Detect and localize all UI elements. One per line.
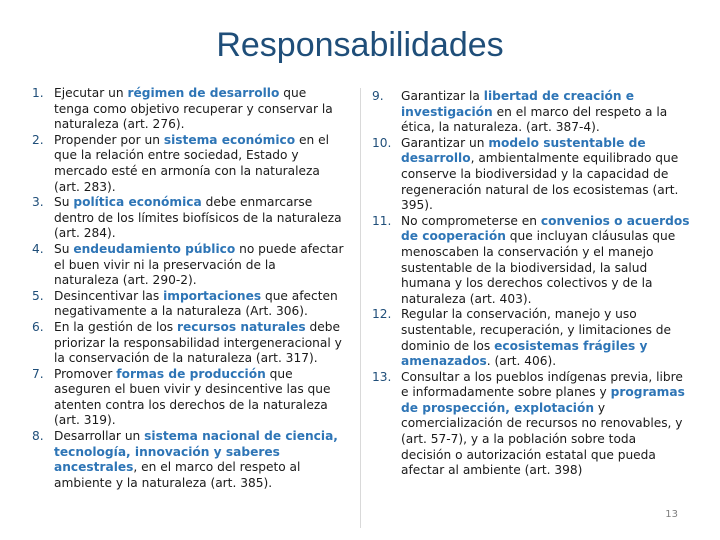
item-number: 6. [32,319,44,334]
item-number: 4. [32,241,44,256]
item-number: 3. [32,195,44,210]
list-item [32,242,344,289]
item-text: Garantizar un [401,135,489,150]
item-text: Desarrollar un [54,429,145,444]
list-item [372,370,690,479]
highlighted-term: formas de producción [116,366,266,381]
column-divider [360,88,361,528]
list-item [32,133,344,195]
item-text: Propender por un [54,132,164,147]
item-number: 8. [32,429,44,444]
list-item [372,89,690,136]
item-number: 9. [372,89,384,103]
highlighted-term: endeudamiento público [73,241,236,256]
item-text: que aseguren el buen vivir y desincentive las que atenten contra los derechos de la naturaleza (art. 319). [54,366,331,428]
right-responsibilities-list [372,89,690,479]
item-text: que incluyan cláusulas que menoscaben la conservación y el manejo sustentable de la biodiversidad, la salud humana y los derechos colectivos y de la naturaleza (art. 403). [401,229,676,306]
list-item [32,86,344,133]
list-item [32,320,344,367]
item-text: en el que la relación entre sociedad, Estado y mercado esté en armonía con la naturaleza (art. 283). [54,132,330,194]
highlighted-term: recursos naturales [177,319,306,334]
highlighted-term: ecosistemas frágiles y amenazados [401,338,648,369]
highlighted-term: convenios o acuerdos de cooperación [401,213,690,244]
item-number: 1. [32,86,44,100]
item-text: debe priorizar la responsabilidad intergeneracional y la conservación de la naturaleza (art. 317). [54,319,342,366]
item-text: Regular la conservación, manejo y uso sustentable, recuperación, y limitaciones de dominio de los [401,307,672,353]
item-text: debe enmarcarse dentro de los límites biofísicos de la naturaleza (art. 284). [54,195,342,241]
item-number: 5. [32,288,44,303]
item-text: Promover [54,366,117,381]
item-text: que afecten negativamente a la naturaleza (Art. 306). [54,288,338,319]
highlighted-term: programas de prospección, explotación [401,385,685,415]
highlighted-term: importaciones [163,288,262,303]
item-text: , en el marco del respeto al ambiente y la naturaleza (art. 385). [54,460,301,490]
left-responsibilities-list [32,86,344,491]
item-number: 7. [32,366,44,381]
highlighted-term: política económica [73,195,202,210]
item-text: no puede afectar el buen vivir ni la preservación de la naturaleza (art. 290-2). [54,241,344,288]
item-text: Garantizar la [401,89,484,103]
item-number: 13. [372,369,392,384]
page-number: 13 [665,509,678,520]
item-text: Su [54,241,74,256]
item-number: 11. [372,213,392,228]
item-text: y comercialización de recursos no renovables, y (art. 57-7), y a la población sobre toda decisión o autorización estatal que pueda afectar al ambiente (art. 398) [401,400,683,478]
item-text: . (art. 406). [486,354,557,369]
highlighted-term: modelo sustentable de desarrollo [401,135,646,166]
item-text: Su [54,195,74,210]
item-text: En la gestión de los [54,319,178,334]
item-number: 12. [372,307,392,322]
list-item [32,289,344,320]
highlighted-term: libertad de creación e investigación [401,89,635,119]
item-text: en el marco del respeto a la ética, la naturaleza. (art. 387-4). [401,104,668,135]
item-text: , ambientalmente equilibrado que conserve la biodiversidad y la capacidad de regeneración natural de los ecosistemas (art. 395). [401,151,679,213]
item-text: Ejecutar un [54,86,128,100]
list-item [32,195,344,242]
list-item [372,136,690,214]
slide-title: Responsabilidades [216,26,504,64]
list-item [32,367,344,429]
list-item [372,214,690,308]
highlighted-term: sistema económico [163,132,296,147]
highlighted-term: régimen de desarrollo [127,86,280,100]
list-item [372,307,690,369]
item-text: Consultar a los pueblos indígenas previa, libre e informadamente sobre planes y [401,369,683,400]
highlighted-term: sistema nacional de ciencia, tecnología, innovación y saberes ancestrales [54,429,338,475]
list-item [32,429,344,491]
item-text: Desincentivar las [54,288,164,303]
item-text: No comprometerse en [401,213,541,228]
item-text: que tenga como objetivo recuperar y conservar la naturaleza (art. 276). [54,86,333,132]
item-number: 2. [32,132,44,147]
item-number: 10. [372,135,392,150]
